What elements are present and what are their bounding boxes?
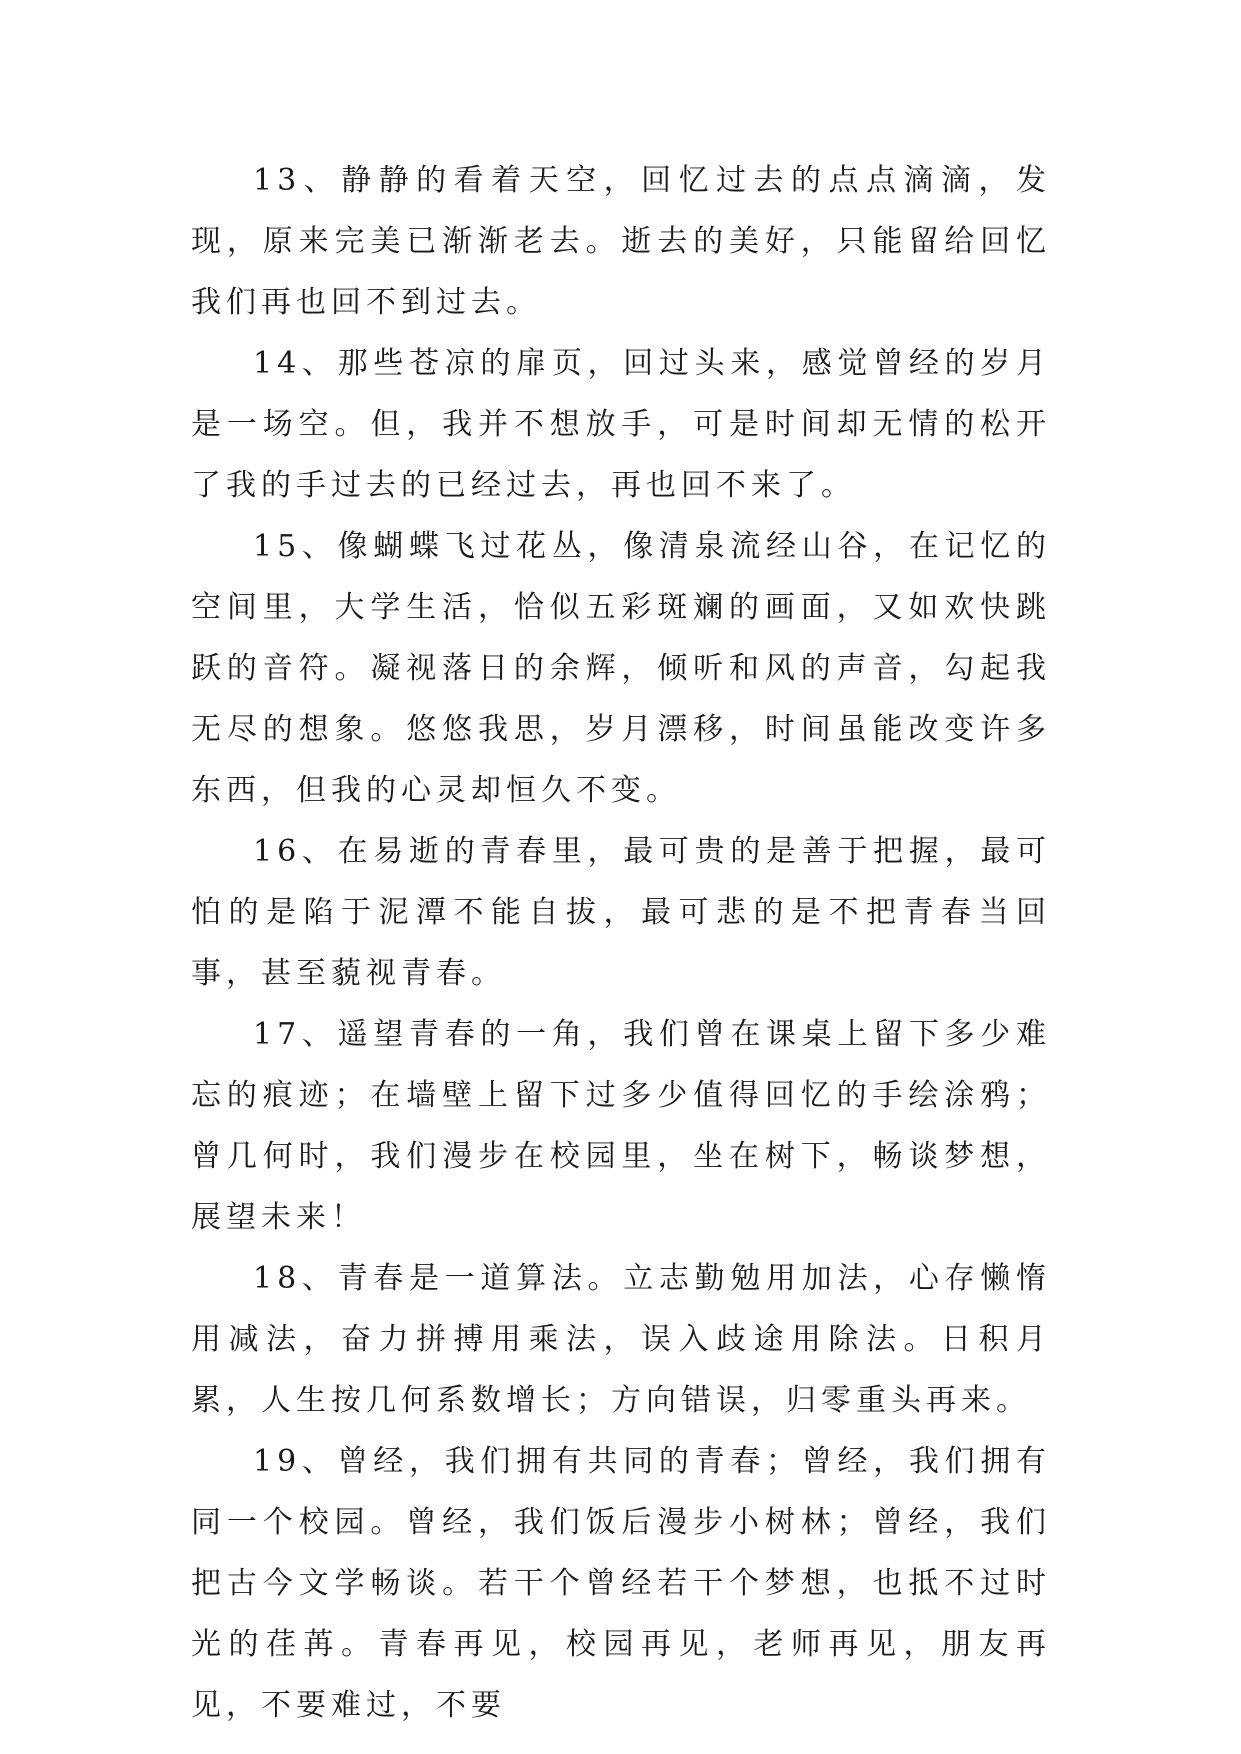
paragraph-17: 17、遥望青春的一角，我们曾在课桌上留下多少难忘的痕迹；在墙壁上留下过多少值得回忆的手绘涂鸦；曾几何时，我们漫步在校园里，坐在树下，畅谈梦想，展望未来！ — [191, 1017, 1051, 1235]
paragraph-15: 15、像蝴蝶飞过花丛，像清泉流经山谷，在记忆的空间里，大学生活，恰似五彩斑斓的画面，又如欢快跳跃的音符。凝视落日的余辉，倾听和风的声音，勾起我无尽的想象。悠悠我思，岁月漂移，时间虽能改变许多东西，但我的心灵却恒久不变。 — [191, 529, 1051, 808]
paragraph-13: 13、静静的看着天空，回忆过去的点点滴滴，发现，原来完美已渐渐老去。逝去的美好，只能留给回忆我们再也回不到过去。 — [191, 163, 1051, 320]
paragraph-16: 16、在易逝的青春里，最可贵的是善于把握，最可怕的是陷于泥潭不能自拔，最可悲的是不把青春当回事，甚至藐视青春。 — [191, 834, 1051, 991]
document-body — [191, 150, 1051, 1736]
paragraph-14: 14、那些苍凉的扉页，回过头来，感觉曾经的岁月是一场空。但，我并不想放手，可是时间却无情的松开了我的手过去的已经过去，再也回不来了。 — [191, 346, 1051, 503]
paragraph-19: 19、曾经，我们拥有共同的青春；曾经，我们拥有同一个校园。曾经，我们饭后漫步小树林；曾经，我们把古今文学畅谈。若干个曾经若干个梦想，也抵不过时光的荏苒。青春再见，校园再见，老师再见，朋友再见，不要难过，不要 — [191, 1444, 1051, 1723]
paragraph-18: 18、青春是一道算法。立志勤勉用加法，心存懒惰用减法，奋力拼搏用乘法，误入歧途用除法。日积月累，人生按几何系数增长；方向错误，归零重头再来。 — [191, 1261, 1051, 1418]
